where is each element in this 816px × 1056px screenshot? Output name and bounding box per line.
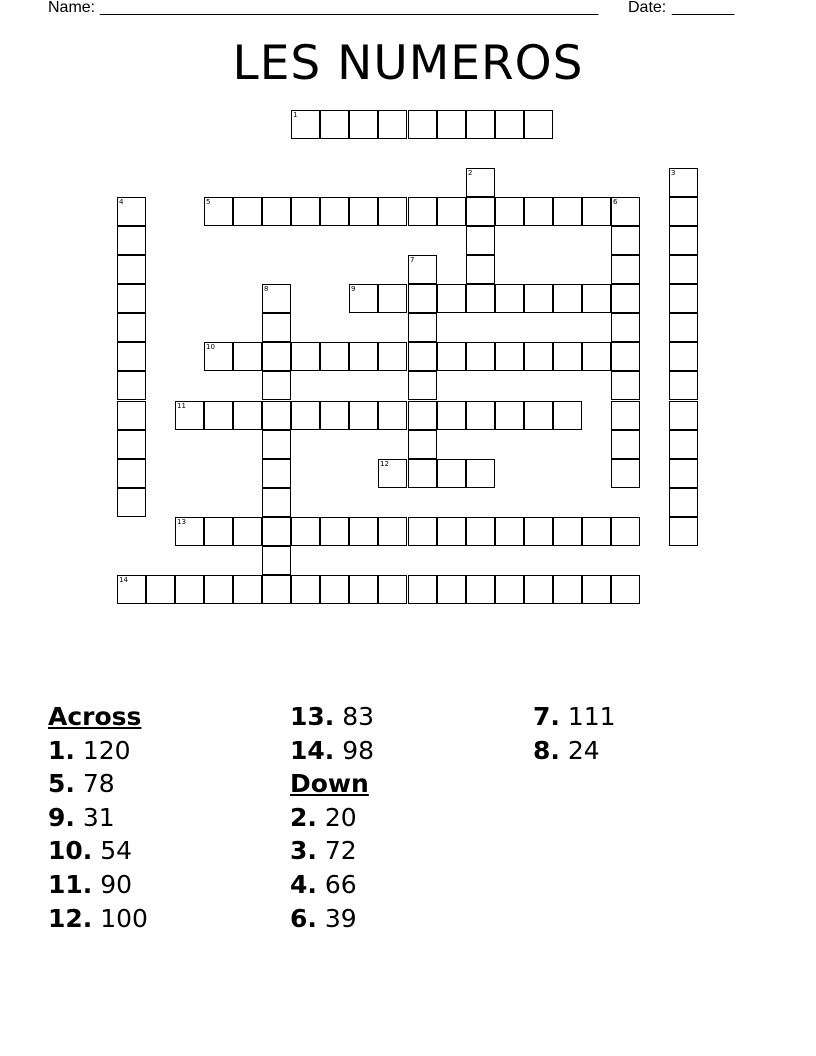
grid-cell[interactable] (117, 255, 146, 284)
grid-cell[interactable] (524, 110, 553, 139)
grid-cell[interactable] (669, 313, 698, 342)
grid-cell[interactable] (349, 517, 378, 546)
grid-cell[interactable] (582, 197, 611, 226)
grid-cell[interactable] (204, 342, 233, 371)
clue-text: 83 (342, 702, 375, 731)
grid-cell[interactable] (553, 575, 582, 604)
clue-text: 78 (82, 769, 115, 799)
grid-cell[interactable] (611, 371, 640, 400)
clue-number: 10. (48, 836, 93, 866)
cell-number: 3 (671, 169, 676, 177)
grid-cell[interactable] (320, 401, 349, 430)
clue-text: 39 (324, 903, 357, 933)
grid-cell[interactable] (669, 430, 698, 459)
page-title: LES NUMEROS (232, 36, 584, 91)
grid-cell[interactable] (233, 342, 262, 371)
grid-cell[interactable] (408, 459, 437, 488)
grid-cell[interactable] (320, 342, 349, 371)
grid-cell[interactable] (117, 284, 146, 313)
grid-cell[interactable] (175, 517, 204, 546)
clue-text: 54 (100, 836, 133, 866)
grid-cell[interactable] (233, 517, 262, 546)
grid-cell[interactable] (466, 110, 495, 139)
grid-cell[interactable] (437, 459, 466, 488)
grid-cell[interactable] (146, 575, 175, 604)
grid-cell[interactable] (204, 517, 233, 546)
grid-cell[interactable] (378, 459, 407, 488)
down-heading: Down (290, 769, 369, 799)
clue-number: 1. (48, 735, 75, 765)
name-blank-line[interactable]: ________________________________________________________ (100, 0, 599, 16)
grid-cell[interactable] (611, 284, 640, 313)
grid-cell[interactable] (291, 401, 320, 430)
clue-down-4 (290, 868, 374, 902)
grid-cell[interactable] (117, 575, 146, 604)
clue-down-6 (290, 902, 374, 936)
grid-cell[interactable] (669, 168, 698, 197)
cell-number: 8 (264, 285, 269, 293)
grid-cell[interactable] (349, 401, 378, 430)
clue-text: 66 (324, 869, 357, 899)
grid-cell[interactable] (262, 284, 291, 313)
grid-cell[interactable] (349, 110, 378, 139)
grid-cell[interactable] (378, 197, 407, 226)
grid-cell[interactable] (117, 401, 146, 430)
grid-cell[interactable] (349, 284, 378, 313)
grid-cell[interactable] (669, 488, 698, 517)
clue-text: 24 (567, 735, 600, 765)
grid-cell[interactable] (378, 284, 407, 313)
cell-number: 13 (177, 518, 186, 526)
grid-cell[interactable] (175, 575, 204, 604)
grid-cell[interactable] (669, 226, 698, 255)
grid-cell[interactable] (117, 430, 146, 459)
grid-cell[interactable] (320, 517, 349, 546)
grid-cell[interactable] (611, 430, 640, 459)
clue-number: 11. (48, 869, 93, 899)
grid-cell[interactable] (320, 197, 349, 226)
grid-cell[interactable] (466, 168, 495, 197)
grid-cell[interactable] (553, 284, 582, 313)
grid-cell[interactable] (466, 459, 495, 488)
grid-cell[interactable] (524, 197, 553, 226)
grid-cell[interactable] (495, 197, 524, 226)
clue-number: 9. (48, 802, 75, 832)
clue-text: 90 (100, 869, 133, 899)
clue-across-12 (48, 902, 148, 936)
grid-cell[interactable] (669, 284, 698, 313)
cell-number: 7 (410, 256, 415, 264)
grid-cell[interactable] (262, 517, 291, 546)
cell-number: 10 (206, 343, 215, 351)
cell-number: 6 (613, 198, 618, 206)
grid-cell[interactable] (669, 342, 698, 371)
grid-cell[interactable] (466, 401, 495, 430)
grid-cell[interactable] (611, 197, 640, 226)
grid-cell[interactable] (204, 401, 233, 430)
grid-cell[interactable] (349, 197, 378, 226)
cell-number: 5 (206, 198, 211, 206)
clue-column-1 (48, 700, 148, 935)
cell-number: 1 (293, 111, 298, 119)
clue-column-3 (533, 700, 616, 767)
grid-cell[interactable] (553, 197, 582, 226)
grid-cell[interactable] (495, 284, 524, 313)
grid-cell[interactable] (553, 401, 582, 430)
grid-cell[interactable] (408, 517, 437, 546)
cell-number: 12 (380, 460, 389, 468)
grid-cell[interactable] (349, 575, 378, 604)
clue-text: 120 (82, 735, 131, 765)
grid-cell[interactable] (262, 371, 291, 400)
date-label: Date: (628, 0, 667, 16)
grid-cell[interactable] (466, 517, 495, 546)
clue-across-14 (290, 734, 374, 768)
grid-cell[interactable] (524, 342, 553, 371)
grid-cell[interactable] (378, 517, 407, 546)
grid-cell[interactable] (117, 488, 146, 517)
grid-cell[interactable] (437, 110, 466, 139)
clue-number: 12. (48, 903, 93, 933)
grid-cell[interactable] (611, 226, 640, 255)
grid-cell[interactable] (117, 313, 146, 342)
grid-cell[interactable] (611, 459, 640, 488)
clue-column-2 (290, 700, 374, 935)
grid-cell[interactable] (408, 255, 437, 284)
clue-text: 100 (100, 903, 148, 933)
grid-cell[interactable] (669, 255, 698, 284)
grid-cell[interactable] (466, 575, 495, 604)
grid-cell[interactable] (408, 430, 437, 459)
clue-text: 31 (82, 802, 115, 832)
clue-number: 3. (290, 836, 317, 866)
grid-cell[interactable] (117, 226, 146, 255)
clue-text: 20 (324, 802, 357, 832)
clue-text: 111 (567, 702, 616, 731)
grid-cell[interactable] (466, 226, 495, 255)
grid-cell[interactable] (495, 401, 524, 430)
clue-across-10 (48, 834, 148, 868)
name-label: Name: (48, 0, 96, 16)
grid-cell[interactable] (437, 517, 466, 546)
grid-cell[interactable] (408, 313, 437, 342)
grid-cell[interactable] (408, 110, 437, 139)
grid-cell[interactable] (233, 575, 262, 604)
grid-cell[interactable] (437, 575, 466, 604)
grid-cell[interactable] (437, 197, 466, 226)
grid-cell[interactable] (378, 342, 407, 371)
grid-cell[interactable] (262, 488, 291, 517)
grid-cell[interactable] (669, 517, 698, 546)
grid-cell[interactable] (669, 197, 698, 226)
grid-cell[interactable] (291, 575, 320, 604)
grid-cell[interactable] (437, 401, 466, 430)
grid-cell[interactable] (291, 517, 320, 546)
grid-cell[interactable] (524, 284, 553, 313)
grid-cell[interactable] (408, 197, 437, 226)
clue-down-7 (533, 700, 616, 734)
grid-cell[interactable] (495, 575, 524, 604)
grid-cell[interactable] (611, 575, 640, 604)
clue-across-9 (48, 801, 148, 835)
grid-cell[interactable] (262, 197, 291, 226)
clue-across-11 (48, 868, 148, 902)
grid-cell[interactable] (408, 284, 437, 313)
grid-cell[interactable] (437, 342, 466, 371)
clue-number: 6. (290, 903, 317, 933)
grid-cell[interactable] (466, 342, 495, 371)
grid-cell[interactable] (378, 110, 407, 139)
clue-number: 7. (533, 702, 560, 731)
grid-cell[interactable] (320, 575, 349, 604)
grid-cell[interactable] (262, 430, 291, 459)
clue-number: 8. (533, 735, 560, 765)
grid-cell[interactable] (437, 284, 466, 313)
grid-cell[interactable] (408, 401, 437, 430)
grid-cell[interactable] (378, 575, 407, 604)
clue-text: 72 (324, 836, 357, 866)
grid-cell[interactable] (117, 371, 146, 400)
clue-number: 14. (290, 735, 335, 765)
grid-cell[interactable] (466, 197, 495, 226)
clue-across-13 (290, 700, 374, 734)
grid-cell[interactable] (408, 371, 437, 400)
grid-cell[interactable] (553, 517, 582, 546)
grid-cell[interactable] (378, 401, 407, 430)
grid-cell[interactable] (262, 546, 291, 575)
grid-cell[interactable] (291, 342, 320, 371)
clue-number: 2. (290, 802, 317, 832)
grid-cell[interactable] (262, 575, 291, 604)
grid-cell[interactable] (291, 197, 320, 226)
grid-cell[interactable] (669, 371, 698, 400)
grid-cell[interactable] (349, 342, 378, 371)
grid-cell[interactable] (117, 459, 146, 488)
clue-down-2 (290, 801, 374, 835)
grid-cell[interactable] (611, 313, 640, 342)
grid-cell[interactable] (553, 342, 582, 371)
grid-cell[interactable] (611, 255, 640, 284)
grid-cell[interactable] (117, 197, 146, 226)
clue-down-8 (533, 734, 616, 768)
grid-cell[interactable] (466, 284, 495, 313)
clue-number: 5. (48, 769, 75, 799)
grid-cell[interactable] (466, 255, 495, 284)
cell-number: 14 (119, 576, 128, 584)
grid-cell[interactable] (524, 401, 553, 430)
grid-cell[interactable] (611, 401, 640, 430)
grid-cell[interactable] (262, 459, 291, 488)
grid-cell[interactable] (233, 401, 262, 430)
across-heading: Across (48, 702, 142, 731)
grid-cell[interactable] (233, 197, 262, 226)
grid-cell[interactable] (175, 401, 204, 430)
grid-cell[interactable] (408, 342, 437, 371)
clue-number: 13. (290, 702, 335, 731)
grid-cell[interactable] (669, 401, 698, 430)
grid-cell[interactable] (582, 284, 611, 313)
grid-cell[interactable] (262, 401, 291, 430)
grid-cell[interactable] (582, 342, 611, 371)
grid-cell[interactable] (495, 110, 524, 139)
grid-cell[interactable] (611, 342, 640, 371)
clue-text: 98 (342, 735, 375, 765)
grid-cell[interactable] (262, 313, 291, 342)
grid-cell[interactable] (582, 517, 611, 546)
grid-cell[interactable] (669, 459, 698, 488)
grid-cell[interactable] (495, 342, 524, 371)
grid-cell[interactable] (291, 110, 320, 139)
clue-number: 4. (290, 869, 317, 899)
grid-cell[interactable] (204, 575, 233, 604)
grid-cell[interactable] (408, 575, 437, 604)
clue-across-5 (48, 767, 148, 801)
grid-cell[interactable] (611, 517, 640, 546)
date-blank-line[interactable]: _______ (672, 0, 735, 16)
cell-number: 2 (468, 169, 473, 177)
clue-across-1 (48, 734, 148, 768)
grid-cell[interactable] (582, 575, 611, 604)
grid-cell[interactable] (117, 342, 146, 371)
cell-number: 9 (351, 285, 356, 293)
grid-cell[interactable] (320, 110, 349, 139)
clue-down-3 (290, 834, 374, 868)
grid-cell[interactable] (495, 517, 524, 546)
cell-number: 11 (177, 402, 186, 410)
cell-number: 4 (119, 198, 124, 206)
grid-cell[interactable] (524, 575, 553, 604)
grid-cell[interactable] (262, 342, 291, 371)
grid-cell[interactable] (524, 517, 553, 546)
grid-cell[interactable] (204, 197, 233, 226)
